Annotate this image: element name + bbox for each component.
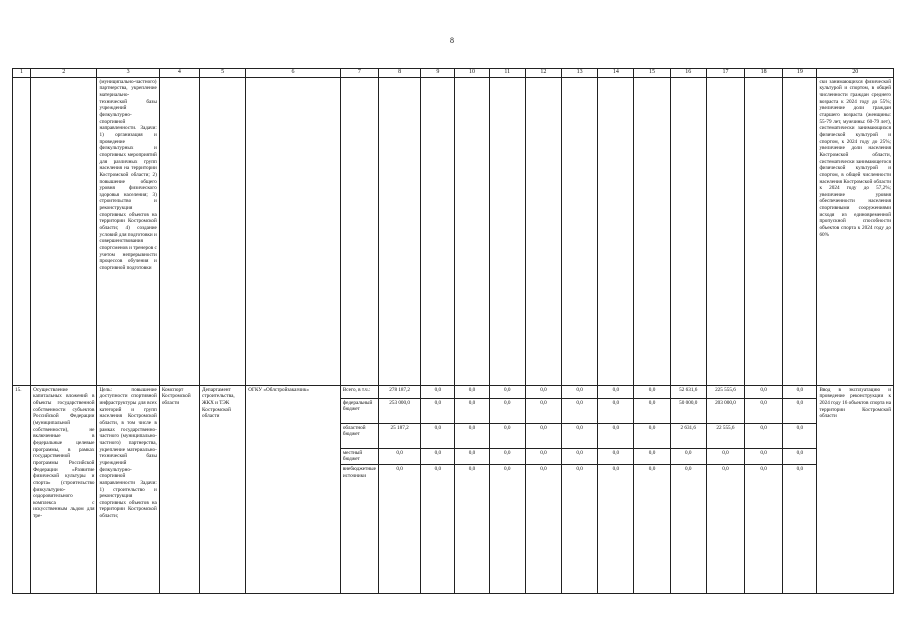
- funding-value: 0,0: [455, 423, 489, 448]
- funding-value: 0,0: [783, 464, 817, 593]
- column-number-row: [13, 69, 894, 78]
- funding-value: 253 000,0: [379, 398, 421, 423]
- responsible-cell: Комспорт Костромской области: [159, 385, 199, 593]
- funding-value: 0,0: [455, 398, 489, 423]
- goal-tasks-cell: (муниципально-частного) партнерства, укрепление материально-технической базы учреждений физкультурно-спортивной направленности. Задачи: 1) организация и проведение физкультурных и спортивных мероприятий для различных групп населения на территории Костромской области; 2) повышение общего уровня физического здоровья населения; 3) строительство и реконструкция спортивных объектов на территории Костромской области; 4) создание условий для подготовки и совершенствования спортсменов и тренеров с учетом непрерывности процессов обучения и спортивной подготовки: [97, 77, 159, 385]
- funding-value: 0,0: [525, 385, 561, 398]
- table-row: [13, 77, 894, 385]
- funding-value: 0,0: [489, 448, 525, 464]
- funding-value: 0,0: [489, 385, 525, 398]
- funding-value: 0,0: [783, 398, 817, 423]
- funding-value: 0,0: [421, 385, 455, 398]
- funding-value: 225 555,6: [706, 385, 744, 398]
- indicators-cell: Ввод в эксплуатацию и проведение реконструкции к 2024 году 16 объектов спорта на территории Костромской области: [817, 385, 894, 593]
- funding-value: 0,0: [421, 398, 455, 423]
- column-number: 11: [489, 69, 525, 78]
- funding-value: 0,0: [783, 423, 817, 448]
- funding-value: 25 187,2: [379, 423, 421, 448]
- column-number: 13: [562, 69, 598, 78]
- funding-value: 0,0: [562, 423, 598, 448]
- funding-value: 0,0: [525, 398, 561, 423]
- funding-value: 0,0: [745, 398, 783, 423]
- coexecutor-cell: Департамент строительства, ЖКХ и ТЭК Костромской области: [200, 385, 246, 593]
- funding-value: 0,0: [525, 423, 561, 448]
- program-table: [12, 68, 894, 594]
- funding-value: 0,0: [562, 448, 598, 464]
- funding-value: 0,0: [598, 448, 634, 464]
- funding-value: 0,0: [489, 398, 525, 423]
- funding-source-label: Всего, в т.ч.:: [340, 385, 378, 398]
- funding-value: 0,0: [670, 448, 706, 464]
- column-number: 14: [598, 69, 634, 78]
- funding-value: 0,0: [745, 464, 783, 593]
- funding-value: 0,0: [455, 448, 489, 464]
- funding-value: 0,0: [379, 448, 421, 464]
- column-number: 17: [706, 69, 744, 78]
- funding-value: 0,0: [562, 464, 598, 593]
- column-number: 4: [159, 69, 199, 78]
- funding-value: 203 000,0: [706, 398, 744, 423]
- funding-value: 2 631,6: [670, 423, 706, 448]
- funding-value: 278 187,2: [379, 385, 421, 398]
- funding-value: 0,0: [421, 464, 455, 593]
- funding-value: 0,0: [634, 464, 670, 593]
- column-number: 5: [200, 69, 246, 78]
- indicators-cell: ски занимающихся физической культурой и спортом, в общей численности граждан среднего возраста к 2024 году до 55%; увеличение доли граждан старшего возраста (женщины: 55-79 лет, мужчины: 60-79 лет), систематически занимающихся физической культурой и спортом, к 2024 году до 25%; увеличение доли населения Костромской области, систематически занимающегося физической культурой и спортом, в общей численности населения Костромской области к 2024 году до 57,2%; увеличение уровня обеспеченности населения спортивными сооружениями исходя из единовременной пропускной способности объектов спорта к 2024 году до 60%: [817, 77, 894, 385]
- column-number: 6: [246, 69, 341, 78]
- column-number: 15: [634, 69, 670, 78]
- funding-value: 0,0: [525, 464, 561, 593]
- column-number: 10: [455, 69, 489, 78]
- column-number: 7: [340, 69, 378, 78]
- funding-value: 0,0: [455, 385, 489, 398]
- column-number: 20: [817, 69, 894, 78]
- funding-value: 0,0: [745, 423, 783, 448]
- funding-value: 0,0: [525, 448, 561, 464]
- funding-value: 0,0: [562, 385, 598, 398]
- event-name-cell: Осуществление капитальных вложений в объекты государственной собственности субъектов Российской Федерации (муниципальной собственности), не включенные в федеральные целевые программы, в рамках государственной программы Российской Федерации «Развитие физической культуры и спорта» (строительство физкультурно-оздоровительного комплекса с искусственным льдом для тре-: [31, 385, 97, 593]
- funding-value: 22 555,6: [706, 423, 744, 448]
- funding-value: 0,0: [489, 423, 525, 448]
- funding-source-label: внебюджетные источники: [340, 464, 378, 593]
- funding-value: 0,0: [670, 464, 706, 593]
- funding-value: 0,0: [455, 464, 489, 593]
- goal-tasks-cell: Цель: повышение доступности спортивной инфраструктуры для всех категорий и групп населения Костромской области, в том числе в рамках государственно-частного (муниципально-частного) партнерства, укрепление материально-технической базы учреждений физкультурно-спортивной направленности Задачи: 1) строительство и реконструкция спортивных объектов на территории Костромской области;: [97, 385, 159, 593]
- funding-value: 0,0: [706, 448, 744, 464]
- funding-value: 0,0: [783, 448, 817, 464]
- funding-value: 0,0: [634, 448, 670, 464]
- column-number: 3: [97, 69, 159, 78]
- funding-value: 0,0: [421, 423, 455, 448]
- funding-value: 0,0: [489, 464, 525, 593]
- funding-value: 50 000,0: [670, 398, 706, 423]
- funding-value: 52 631,6: [670, 385, 706, 398]
- funding-value: 0,0: [634, 423, 670, 448]
- funding-value: 0,0: [598, 423, 634, 448]
- column-number: 2: [31, 69, 97, 78]
- row-number: 15.: [13, 385, 31, 593]
- funding-source-label: федеральный бюджет: [340, 398, 378, 423]
- column-number: 8: [379, 69, 421, 78]
- table-row: [13, 385, 894, 398]
- column-number: 18: [745, 69, 783, 78]
- column-number: 19: [783, 69, 817, 78]
- funding-value: 0,0: [706, 464, 744, 593]
- funding-source-label: областной бюджет: [340, 423, 378, 448]
- funding-value: 0,0: [598, 398, 634, 423]
- page-number: 8: [450, 36, 454, 45]
- funding-source-label: местный бюджет: [340, 448, 378, 464]
- funding-value: 0,0: [783, 385, 817, 398]
- column-number: 16: [670, 69, 706, 78]
- funding-value: 0,0: [562, 398, 598, 423]
- column-number: 12: [525, 69, 561, 78]
- funding-value: 0,0: [598, 385, 634, 398]
- funding-value: 0,0: [379, 464, 421, 593]
- funding-value: 0,0: [634, 385, 670, 398]
- funding-value: 0,0: [634, 398, 670, 423]
- column-number: 9: [421, 69, 455, 78]
- funding-value: 0,0: [745, 448, 783, 464]
- funding-value: 0,0: [421, 448, 455, 464]
- funding-value: 0,0: [745, 385, 783, 398]
- participant-cell: ОГКУ «Облстройзаказчик»: [246, 385, 341, 593]
- column-number: 1: [13, 69, 31, 78]
- funding-value: 0,0: [598, 464, 634, 593]
